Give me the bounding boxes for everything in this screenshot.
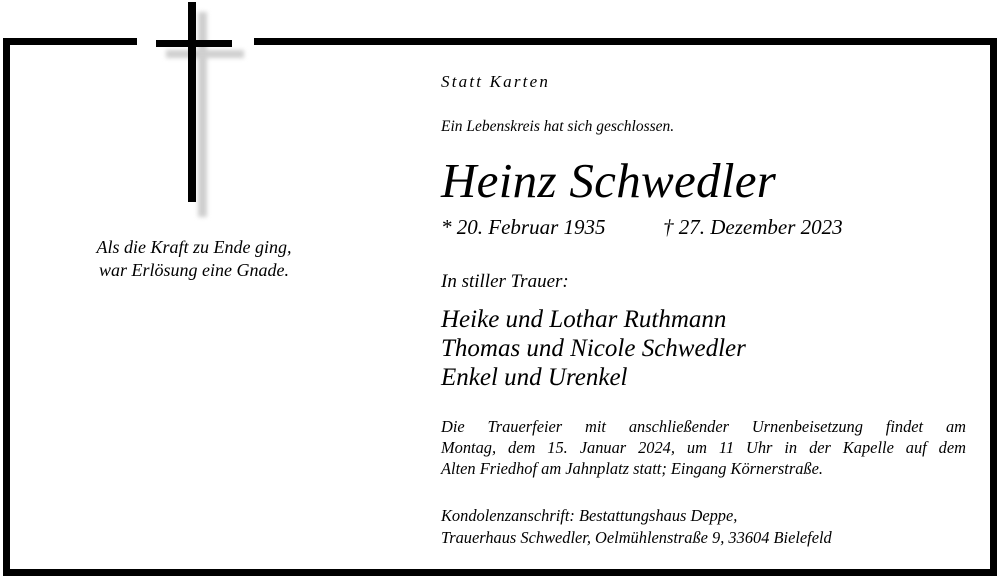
- cross-vertical-beam: [188, 2, 196, 202]
- life-dates: [441, 215, 843, 240]
- mourners-list: [441, 305, 746, 392]
- condolence-line-1: Kondolenzanschrift: Bestattungshaus Deppe,: [441, 506, 738, 525]
- mourning-intro: In stiller Trauer:: [441, 271, 569, 292]
- funeral-info-line: Alten Friedhof am Jahnplatz statt; Eingang Körnerstraße.: [441, 459, 823, 478]
- condolence-line-2: Trauerhaus Schwedler, Oelmühlenstraße 9, 33604 Bielefeld: [441, 528, 832, 547]
- deceased-name: Heinz Schwedler: [441, 153, 777, 208]
- funeral-info: [441, 416, 966, 479]
- mourner: Heike und Lothar Ruthmann: [441, 306, 727, 333]
- memorial-quote: [60, 236, 328, 282]
- statt-karten-label: Statt Karten: [441, 72, 551, 91]
- condolence-address: [441, 505, 966, 549]
- subtitle: Ein Lebenskreis hat sich geschlossen.: [441, 118, 675, 135]
- quote-line-2: war Erlösung eine Gnade.: [99, 260, 289, 280]
- death-date: † 27. Dezember 2023: [663, 215, 843, 239]
- funeral-info-line: Montag, dem 15. Januar 2024, um 11 Uhr in der Kapelle auf dem: [441, 438, 966, 457]
- mourner: Enkel und Urenkel: [441, 364, 628, 391]
- cross-horizontal-beam: [156, 40, 232, 47]
- cross-shadow-horizontal: [166, 50, 244, 58]
- mourner: Thomas und Nicole Schwedler: [441, 335, 746, 362]
- quote-line-1: Als die Kraft zu Ende ging,: [96, 237, 292, 257]
- birth-date: * 20. Februar 1935: [441, 215, 606, 239]
- funeral-info-line: Die Trauerfeier mit anschließender Urnenbeisetzung findet am: [441, 417, 966, 436]
